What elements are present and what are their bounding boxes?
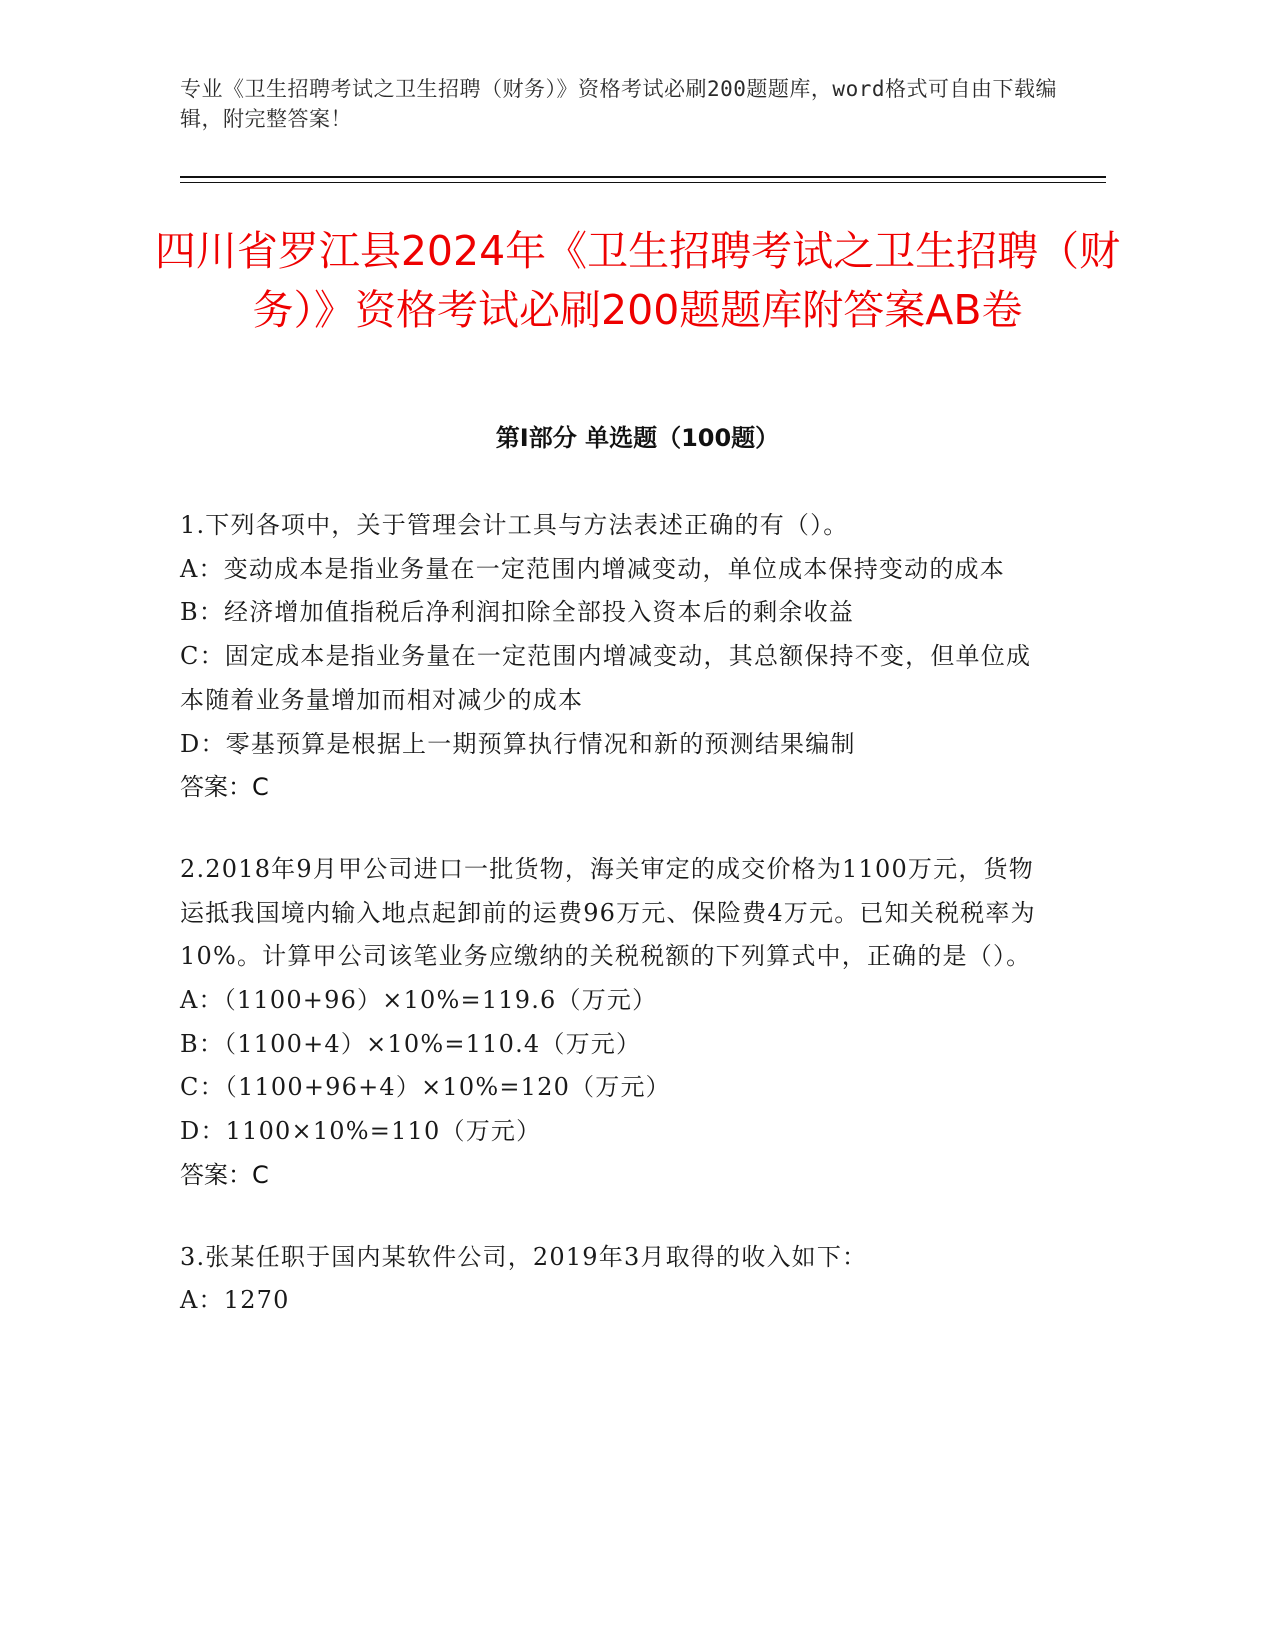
question-1: [180, 504, 1042, 810]
option-c: C：固定成本是指业务量在一定范围内增减变动，其总额保持不变，但单位成本随着业务量增加而相对减少的成本: [180, 642, 1032, 714]
header-rule-thin: [180, 182, 1106, 183]
option-c: C：（1100+96+4）×10%=120（万元）: [180, 1073, 671, 1102]
document-title: 四川省罗江县2024年《卫生招聘考试之卫生招聘（财务）》资格考试必刷200题题库附答案AB卷: [154, 227, 1121, 334]
section-title: 第I部分 单选题（100题）: [495, 424, 780, 452]
option-d: D：1100×10%=110（万元）: [180, 1117, 542, 1146]
header-note: 专业《卫生招聘考试之卫生招聘（财务）》资格考试必刷200题题库，word格式可自由下载编辑，附完整答案！: [180, 77, 1057, 131]
option-a: A：变动成本是指业务量在一定范围内增减变动，单位成本保持变动的成本: [180, 554, 1005, 583]
answer: 答案：C: [180, 1160, 269, 1189]
option-a: A：1270: [180, 1286, 290, 1315]
question-2: [180, 848, 1042, 1198]
question-stem: 2.2018年9月甲公司进口一批货物，海关审定的成交价格为1100万元，货物运抵我国境内输入地点起卸前的运费96万元、保险费4万元。已知关税税率为10%。计算甲公司该笔业务应缴纳的关税税额的下列算式中，正确的是（）。: [180, 854, 1036, 971]
option-d: D：零基预算是根据上一期预算执行情况和新的预测结果编制: [180, 729, 856, 758]
option-a: A：（1100+96）×10%=119.6（万元）: [180, 986, 658, 1015]
question-3: [180, 1236, 1042, 1323]
header-rule-thick: [180, 176, 1106, 178]
option-b: B：经济增加值指税后净利润扣除全部投入资本后的剩余收益: [180, 598, 855, 627]
question-list: [180, 504, 1042, 1361]
answer: 答案：C: [180, 773, 269, 802]
question-stem: 3.张某任职于国内某软件公司，2019年3月取得的收入如下：: [180, 1242, 868, 1271]
question-stem: 1.下列各项中，关于管理会计工具与方法表述正确的有（）。: [180, 511, 849, 539]
option-b: B：（1100+4）×10%=110.4（万元）: [180, 1029, 642, 1058]
